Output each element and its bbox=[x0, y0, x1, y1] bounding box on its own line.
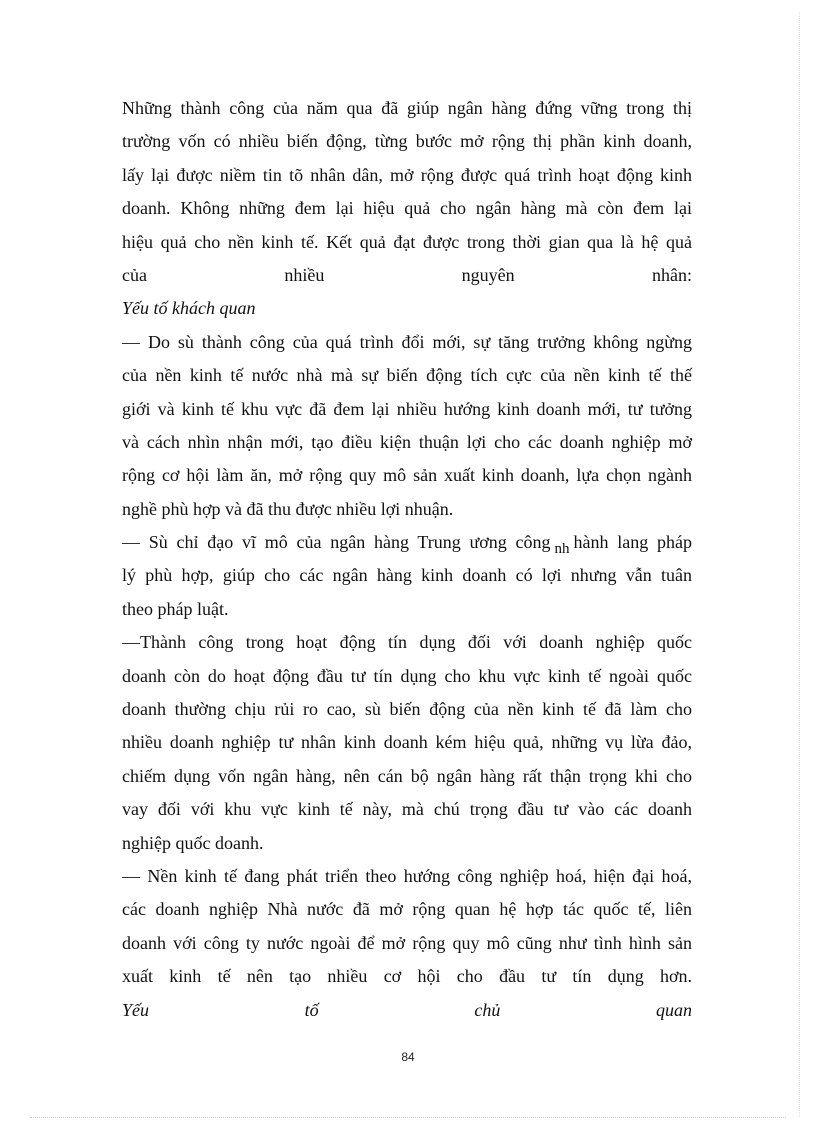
section-heading-subjective: Yếu tố chủ quan bbox=[122, 999, 692, 1020]
text-fragment: — Sù chỉ đạo vĩ mô của ngân hàng Trung ương công bbox=[122, 532, 551, 553]
text-fragment: hành lang pháp bbox=[573, 532, 693, 553]
text-line: doanh với công ty nước ngoài để mở rộng quy mô cũng như tình hình sản bbox=[122, 932, 692, 953]
text-line: — Do sù thành công của quá trình đổi mới, sự tăng trưởng không ngừng bbox=[122, 331, 692, 352]
text-line: chiếm dụng vốn ngân hàng, nên cán bộ ngân hàng rất thận trọng khi cho bbox=[122, 765, 692, 786]
subscript-fragment: nh bbox=[554, 541, 570, 558]
text-line: theo pháp luật. bbox=[122, 598, 229, 619]
text-line: nghiệp quốc doanh. bbox=[122, 832, 264, 853]
text-line: xuất kinh tế nên tạo nhiều cơ hội cho đầu tư tín dụng hơn. bbox=[122, 966, 692, 987]
text-line: doanh thường chịu rủi ro cao, sù biến động của nền kinh tế đã làm cho bbox=[122, 699, 692, 720]
text-line: nghề phù hợp và đã thu được nhiều lợi nhuận. bbox=[122, 498, 454, 519]
text-line: các doanh nghiệp Nhà nước đã mở rộng quan hệ hợp tác quốc tế, liên bbox=[122, 899, 692, 920]
page-bottom-rule bbox=[30, 1117, 786, 1118]
section-heading-objective: Yếu tố khách quan bbox=[122, 298, 256, 319]
text-line: và cách nhìn nhận mới, tạo điều kiện thuận lợi cho các doanh nghiệp mở bbox=[122, 431, 692, 452]
text-line: rộng cơ hội làm ăn, mở rộng quy mô sản xuất kinh doanh, lựa chọn ngành bbox=[122, 465, 692, 486]
text-line: của nhiều nguyên nhân: bbox=[122, 264, 692, 285]
text-line: — Nền kinh tế đang phát triển theo hướng công nghiệp hoá, hiện đại hoá, bbox=[122, 865, 692, 886]
page-number: 84 bbox=[401, 1050, 415, 1064]
text-line: trường vốn có nhiều biến động, từng bước mở rộng thị phần kinh doanh, bbox=[122, 131, 692, 152]
text-line: lấy lại được niềm tin tõ nhân dân, mở rộng được quá trình hoạt động kinh bbox=[122, 164, 692, 185]
text-line: lý phù hợp, giúp cho các ngân hàng kinh doanh có lợi nhưng vẫn tuân bbox=[122, 565, 692, 586]
text-line: doanh còn do hoạt động đầu tư tín dụng cho khu vực kinh tế ngoài quốc bbox=[122, 665, 692, 686]
text-line: nhiều doanh nghiệp tư nhân kinh doanh kém hiệu quả, những vụ lừa đảo, bbox=[122, 732, 692, 753]
text-line: hiệu quả cho nền kinh tế. Kết quả đạt được trong thời gian qua là hệ quả bbox=[122, 231, 692, 252]
text-line: doanh. Không những đem lại hiệu quả cho ngân hàng mà còn đem lại bbox=[122, 198, 692, 219]
text-line-with-subscript bbox=[122, 526, 692, 559]
text-line: của nền kinh tế nước nhà mà sự biến động tích cực của nền kinh tế thế bbox=[122, 365, 692, 386]
body-text bbox=[122, 92, 692, 1027]
page-edge-rule bbox=[799, 12, 800, 1117]
text-line: vay đối với khu vực kinh tế này, mà chú trọng đầu tư vào các doanh bbox=[122, 799, 692, 820]
text-line: giới và kinh tế khu vực đã đem lại nhiều hướng kinh doanh mới, tư tưởng bbox=[122, 398, 692, 419]
text-line: —Thành công trong hoạt động tín dụng đối với doanh nghiệp quốc bbox=[122, 632, 692, 653]
text-line: Những thành công của năm qua đã giúp ngân hàng đứng vững trong thị bbox=[122, 98, 692, 118]
